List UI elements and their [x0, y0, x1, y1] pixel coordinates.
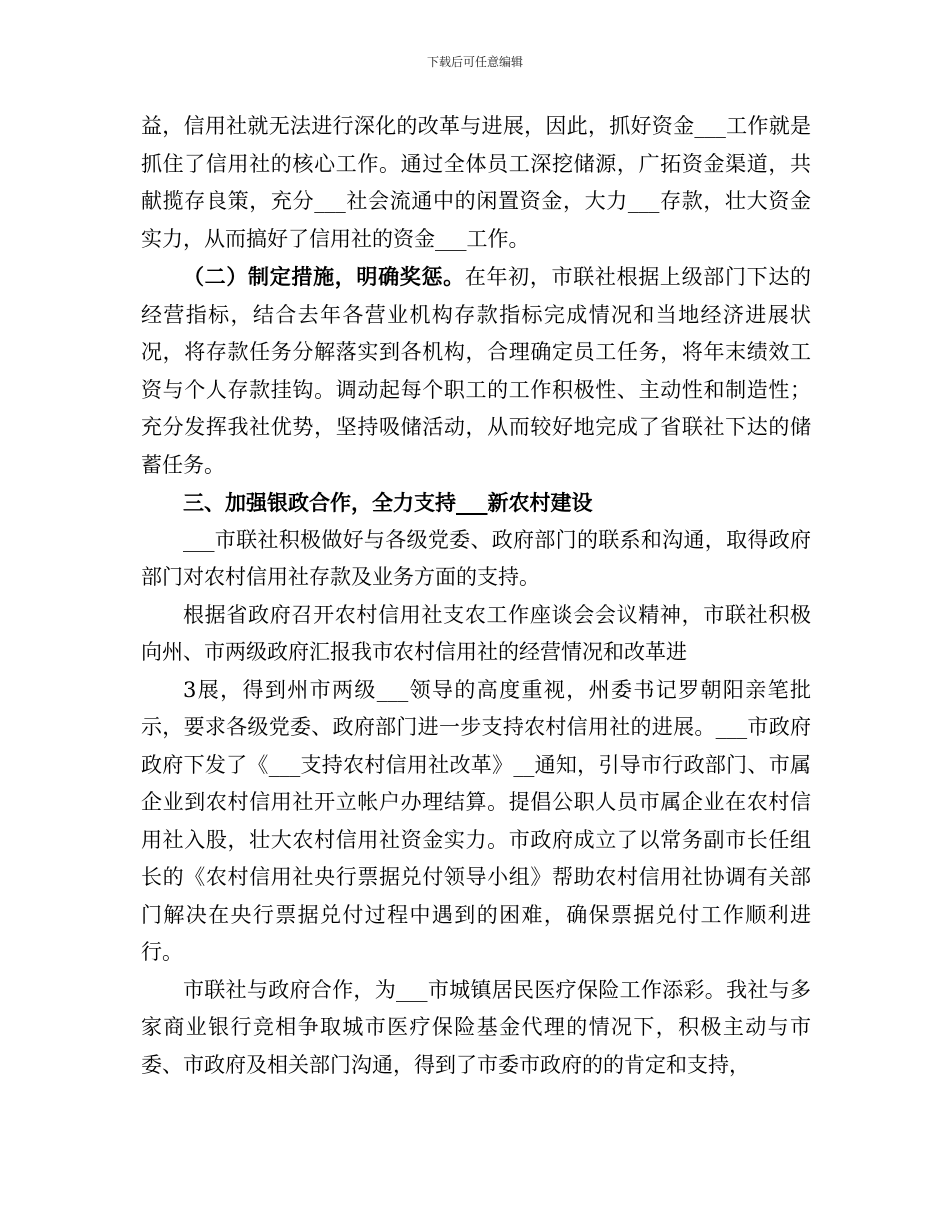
- paragraph-measures-body: 在年初，市联社根据上级部门下达的经营指标，结合去年各营业机构存款指标完成情况和当地经济进展状况，将存款任务分解落实到各机构，合理确定员工任务，将年末绩效工资与个人存款挂钩。调动起每个职工的工作积极性、主动性和制造性；充分发挥我社优势，坚持吸储活动，从而较好地完成了省联社下达的储蓄任务。: [141, 265, 812, 477]
- page-header: 下载后可任意编辑: [426, 55, 523, 69]
- paragraph-medical-insurance: 市联社与政府合作，为___市城镇居民医疗保险工作添彩。我社与多家商业银行竞相争取城市医疗保险基金代理的情况下，积极主动与市委、市政府及相关部门沟通，得到了市委市政府的的肯定和支持，: [141, 977, 811, 1077]
- paragraph-provincial-meeting: 根据省政府召开农村信用社支农工作座谈会会议精神，市联社积极向州、市两级政府汇报我市农村信用社的经营情况和改革进: [141, 602, 811, 664]
- paragraph-cooperation: ___市联社积极做好与各级党委、政府部门的联系和沟通，取得政府部门对农村信用社存款及业务方面的支持。: [141, 527, 811, 589]
- paragraph-government-support: 3展，得到州市两级___领导的高度重视，州委书记罗朝阳亲笔批示，要求各级党委、政府部门进一步支持农村信用社的进展。___市政府政府下发了《___支持农村信用社改革》__通知，引导市行政部门、市属企业到农村信用社开立帐户办理结算。提倡公职人员市属企业在农村信用社入股，壮大农村信用社资金实力。市政府成立了以常务副市长任组长的《农村信用社央行票据兑付领导小组》帮助农村信用社协调有关部门解决在央行票据兑付过程中遇到的困难，确保票据兑付工作顺利进行。: [141, 677, 811, 964]
- paragraph-lead-bold: （二）制定措施，明确奖惩。: [183, 264, 465, 289]
- paragraph-continuation: 益，信用社就无法进行深化的改革与进展，因此，抓好资金___工作就是抓住了信用社的核心工作。通过全体员工深挖储源，广拓资金渠道，共献揽存良策，充分___社会流通中的闲置资金，大力___存款，壮大资金实力，从而搞好了信用社的资金___工作。: [141, 114, 811, 251]
- paragraph-measures: [141, 258, 811, 484]
- section-heading: 三、加强银政合作，全力支持___新农村建设: [183, 490, 593, 515]
- document-body: [141, 108, 811, 1084]
